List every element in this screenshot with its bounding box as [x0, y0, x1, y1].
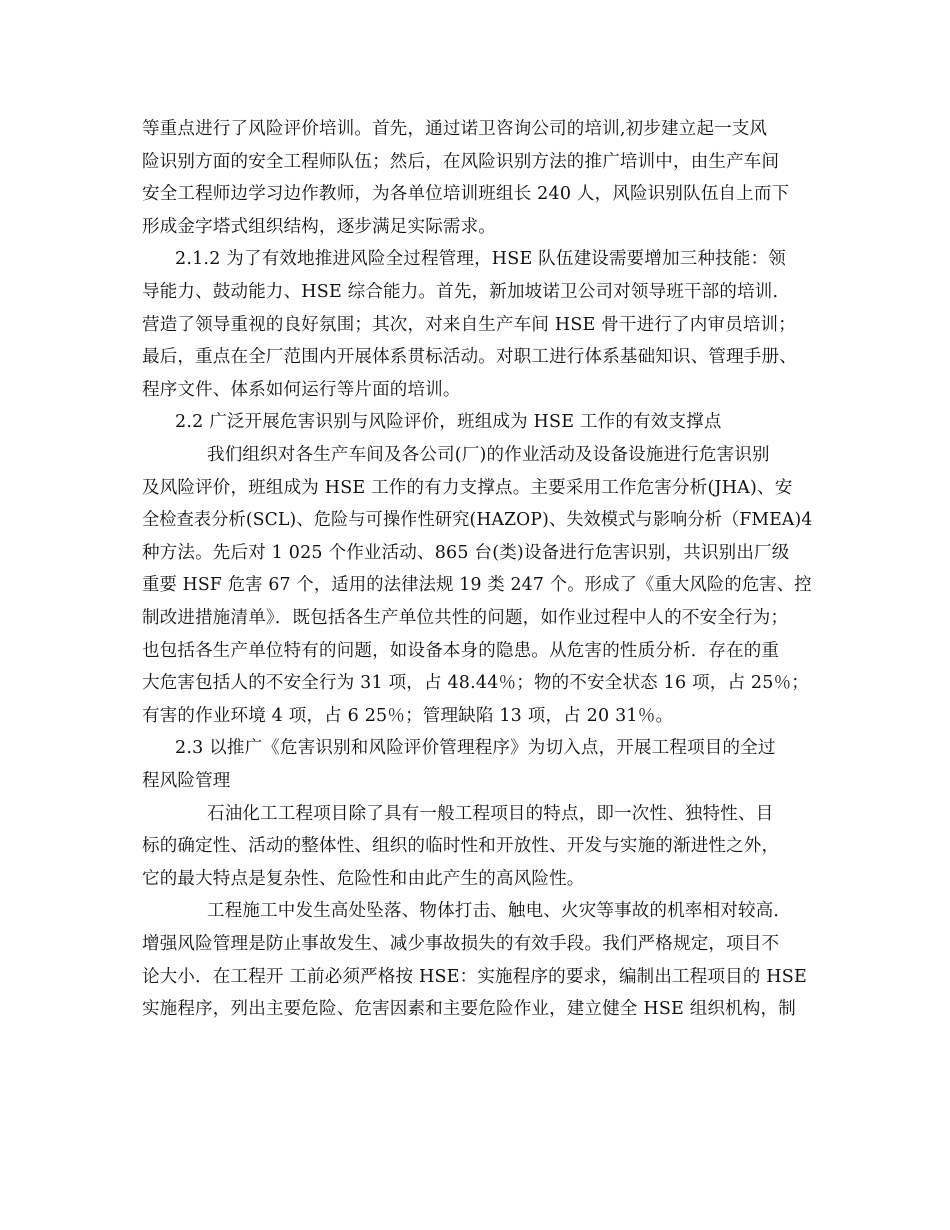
text-line: 安全工程师边学习边作教师，为各单位培训班组长 240 人，风险识别队伍自上而下 [142, 184, 790, 205]
text-line: 2.3 以推广《危害识别和风险评价管理程序》为切入点，开展工程项目的全过 [175, 738, 776, 759]
text-line: 制改进措施清单》．既包括各生产单位共性的问题，如作业过程中人的不安全行为； [142, 608, 789, 628]
text-line: 等重点进行了风险评价培训。首先，通过诺卫咨询公司的培训,初步建立起一支风 [142, 119, 768, 139]
text-line: 大危害包括人的不安全行为 31 项，占 48.44％；物的不安全状态 16 项，占 25％； [142, 673, 809, 694]
text-line: 全检查表分析(SCL)、危险与可操作性研究(HAZOP)、失效模式与影响分析（FMEA)4 [142, 510, 813, 531]
text-line: 营造了领导重视的良好氛围；其次，对来自生产车间 HSE 骨干进行了内审员培训； [142, 314, 796, 335]
text-line: 险识别方面的安全工程师队伍；然后，在风险识别方法的推广培训中，由生产车间 [142, 151, 780, 172]
text-line: 及风险评价，班组成为 HSE 工作的有力支撑点。主要采用工作危害分析(JHA)、安 [142, 477, 793, 498]
text-line: 石油化工工程项目除了具有一般工程项目的特点，即一次性、独特性、目 [207, 803, 774, 824]
text-line: 程序文件、体系如何运行等片面的培训。 [142, 379, 461, 400]
text-line: 程风险管理 [142, 771, 231, 791]
text-line: 最后，重点在全厂范围内开展体系贯标活动。对职工进行体系基础知识、管理手册、 [142, 347, 797, 368]
text-line: 增强风险管理是防止事故发生、减少事故损失的有效手段。我们严格规定，项目不 [142, 934, 780, 954]
text-line: 标的确定性、活动的整体性、组织的临时性和开放性、开发与实施的渐进性之外， [142, 836, 780, 857]
text-line: 也包括各生产单位特有的问题，如设备本身的隐患。从危害的性质分析．存在的重 [142, 640, 780, 661]
text-line: 实施程序，列出主要危险、危害因素和主要危险作业，建立健全 HSE 组织机构，制 [142, 999, 796, 1020]
text-line: 它的最大特点是复杂性、危险性和由此产生的高风险性。 [142, 868, 585, 889]
text-line: 我们组织对各生产车间及各公司(厂)的作业活动及设备设施进行危害识别 [207, 445, 770, 465]
text-line: 重要 HSF 危害 67 个，适用的法律法规 19 类 247 个。形成了《重大风险的危害、控 [142, 575, 812, 596]
text-line: 工程施工中发生高处坠落、物体打击、触电、火灾等事故的机率相对较高． [207, 901, 792, 922]
text-line: 论大小．在工程开 工前必须严格按 HSE：实施程序的要求，编制出工程项目的 HSE [142, 966, 807, 987]
text-line: 导能力、鼓动能力、HSE 综合能力。首先，新加坡诺卫公司对领导班干部的培训. [142, 282, 779, 302]
text-line: 种方法。先后对 1 025 个作业活动、865 台(类)设备进行危害识别，共识别出厂级 [142, 542, 790, 563]
text-line: 2.1.2 为了有效地推进风险全过程管理，HSE 队伍建设需要增加三种技能：领 [175, 249, 786, 270]
text-line: 2.2 广泛开展危害识别与风险评价，班组成为 HSE 工作的有效支撑点 [175, 412, 722, 433]
text-line: 形成金字塔式组织结构，逐步满足实际需求。 [142, 216, 496, 237]
text-line: 有害的作业环境 4 项，占 6 25％；管理缺陷 13 项，占 20 31％。 [142, 705, 674, 726]
